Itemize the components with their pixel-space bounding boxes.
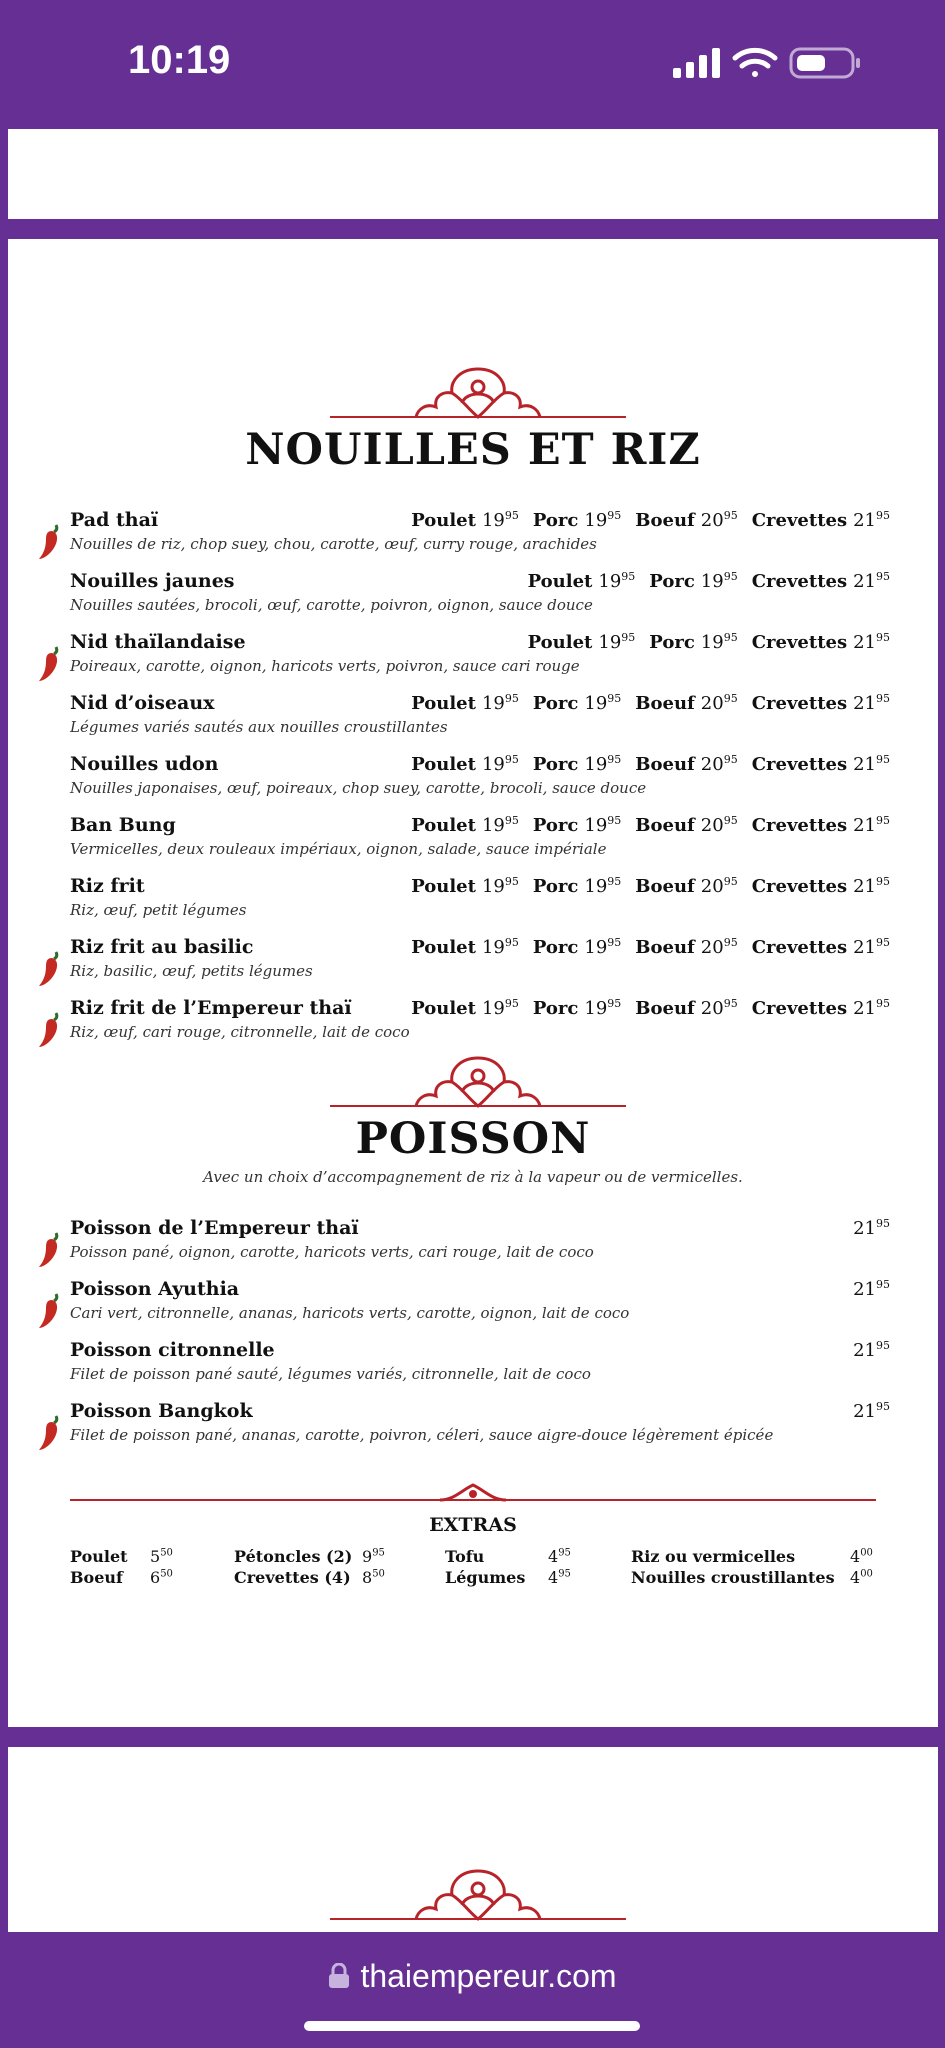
extra-item-name: Pétoncles (2) (234, 1547, 353, 1566)
menu-item (70, 753, 890, 811)
price-value: $19^{95}$ (584, 814, 622, 836)
menu-item-description: Nouilles de riz, chop suey, chou, carotte, œuf, curry rouge, arachides (70, 535, 597, 553)
menu-item-name: Poisson citronnelle (70, 1339, 275, 1361)
url-display[interactable] (0, 1958, 945, 1995)
menu-item-description: Riz, basilic, œuf, petits légumes (70, 962, 313, 980)
chili-pepper-icon (36, 1229, 64, 1269)
price-label: Boeuf (635, 937, 695, 958)
price-value: $21^{95}$ (853, 936, 890, 958)
price-value: $20^{95}$ (700, 814, 738, 836)
menu-item-description: Poireaux, carotte, oignon, haricots verts, poivron, sauce cari rouge (70, 657, 580, 675)
menu-item-description: Vermicelles, deux rouleaux impériaux, oignon, salade, sauce impériale (70, 840, 607, 858)
menu-item-description: Filet de poisson pané, ananas, carotte, poivron, céleri, sauce aigre-douce légèrement épicée (70, 1426, 774, 1444)
chili-pepper-icon (36, 1290, 64, 1330)
menu-page (8, 239, 938, 1727)
price-label: Porc (532, 998, 579, 1019)
price-label: Porc (532, 815, 579, 836)
menu-item (70, 509, 890, 567)
price-value: $21^{95}$ (853, 570, 890, 592)
lock-icon (328, 1963, 350, 1989)
price-value: $21^{95}$ (853, 814, 890, 836)
price-label: Porc (532, 754, 579, 775)
extra-item-price: $6^{50}$ (150, 1568, 173, 1587)
price-value: $20^{95}$ (700, 509, 738, 531)
menu-item-prices (847, 1278, 890, 1300)
price-label: Porc (532, 876, 579, 897)
price-value: $19^{95}$ (481, 753, 519, 775)
menu-item (70, 692, 890, 750)
price-value: $19^{95}$ (481, 875, 519, 897)
ornament-divider (330, 363, 626, 425)
price-value: $21^{95}$ (853, 997, 890, 1019)
price-label: Boeuf (635, 998, 695, 1019)
menu-item (70, 631, 890, 689)
chili-pepper-icon (36, 1412, 64, 1452)
extra-item-price: $9^{95}$ (362, 1547, 385, 1566)
menu-item-name: Ban Bung (70, 814, 176, 836)
menu-item-prices (397, 753, 890, 775)
price-label: Crevettes (751, 510, 848, 531)
menu-item (70, 1217, 890, 1275)
price-value: $19^{95}$ (481, 814, 519, 836)
price-value: $21^{95}$ (853, 692, 890, 714)
price-value: $19^{95}$ (481, 997, 519, 1019)
menu-item-prices (397, 814, 890, 836)
menu-item-name: Riz frit au basilic (70, 936, 254, 958)
extra-item-price: $4^{00}$ (850, 1547, 873, 1566)
menu-item-description: Nouilles japonaises, œuf, poireaux, chop suey, carotte, brocoli, sauce douce (70, 779, 647, 797)
menu-item-name: Poisson Ayuthia (70, 1278, 240, 1300)
extra-item-name: Tofu (445, 1547, 485, 1566)
price-label: Poulet (411, 876, 476, 897)
menu-item (70, 814, 890, 872)
extra-item-name: Poulet (70, 1547, 128, 1566)
price-label: Poulet (411, 937, 476, 958)
menu-item (70, 1400, 890, 1458)
price-label: Crevettes (751, 876, 848, 897)
menu-item-name: Nid d’oiseaux (70, 692, 215, 714)
price-value: $20^{95}$ (700, 753, 738, 775)
url-text: thaiempereur.com (360, 1958, 617, 1994)
price-value: $19^{95}$ (584, 936, 622, 958)
menu-item-name: Riz frit de l’Empereur thaï (70, 997, 352, 1019)
price-label: Poulet (527, 632, 593, 653)
extras-divider (70, 1482, 876, 1506)
extra-item-name: Nouilles croustillantes (631, 1568, 835, 1587)
status-time: 10:19 (128, 38, 231, 82)
wifi-icon (735, 50, 775, 77)
price-label: Boeuf (635, 754, 695, 775)
price-value: $21^{95}$ (853, 753, 890, 775)
extra-item-name: Riz ou vermicelles (631, 1547, 796, 1566)
extra-item-name: Crevettes (4) (234, 1568, 351, 1587)
menu-item-prices (847, 1217, 890, 1239)
chili-pepper-icon (36, 1009, 64, 1049)
price-label: Crevettes (751, 815, 848, 836)
price-value: $20^{95}$ (700, 936, 738, 958)
menu-item-prices (397, 936, 890, 958)
price-label: Crevettes (751, 571, 848, 592)
price-value: $20^{95}$ (700, 692, 738, 714)
extra-item-price: $5^{50}$ (150, 1547, 173, 1566)
price-label: Porc (649, 632, 695, 653)
price-value: $19^{95}$ (481, 936, 519, 958)
price-label: Crevettes (751, 754, 848, 775)
extra-item-price: $4^{95}$ (548, 1568, 571, 1587)
battery-icon (791, 49, 860, 77)
ornament-divider (330, 1865, 626, 1927)
menu-item-description: Filet de poisson pané sauté, légumes variés, citronnelle, lait de coco (70, 1365, 591, 1383)
menu-item-name: Pad thaï (70, 509, 159, 531)
menu-item-name: Poisson de l’Empereur thaï (70, 1217, 359, 1239)
menu-item-prices (397, 509, 890, 531)
menu-item-prices (514, 631, 890, 653)
menu-item-prices (514, 570, 890, 592)
menu-item-prices (847, 1339, 890, 1361)
price-value: $21^{95}$ (853, 631, 890, 653)
price-label: Boeuf (635, 876, 695, 897)
menu-item-description: Riz, œuf, petit légumes (70, 901, 247, 919)
price-value: $21^{95}$ (853, 1400, 890, 1422)
menu-item-name: Riz frit (70, 875, 145, 897)
menu-item-prices (397, 875, 890, 897)
price-label: Poulet (411, 998, 476, 1019)
price-label: Crevettes (751, 632, 848, 653)
home-indicator[interactable] (304, 2021, 640, 2031)
menu-item-prices (847, 1400, 890, 1422)
price-label: Boeuf (635, 510, 695, 531)
price-label: Porc (532, 693, 579, 714)
price-value: $19^{95}$ (481, 509, 519, 531)
price-value: $19^{95}$ (584, 509, 622, 531)
menu-item (70, 997, 890, 1055)
price-value: $19^{95}$ (584, 692, 622, 714)
menu-item-name: Nouilles udon (70, 753, 219, 775)
price-value: $19^{95}$ (584, 753, 622, 775)
menu-item-description: Nouilles sautées, brocoli, œuf, carotte, poivron, oignon, sauce douce (70, 596, 593, 614)
menu-item-name: Nid thaïlandaise (70, 631, 246, 653)
price-value: $19^{95}$ (584, 997, 622, 1019)
price-value: $19^{95}$ (700, 570, 738, 592)
price-value: $21^{95}$ (853, 1217, 890, 1239)
price-label: Boeuf (635, 693, 695, 714)
price-label: Poulet (411, 693, 476, 714)
menu-item-prices (397, 692, 890, 714)
price-label: Porc (532, 510, 579, 531)
ornament-divider (330, 1052, 626, 1114)
price-label: Poulet (411, 815, 476, 836)
price-value: $21^{95}$ (853, 1339, 890, 1361)
next-page (8, 1747, 938, 1932)
extras-title: EXTRAS (429, 1514, 517, 1536)
extra-item-price: $8^{50}$ (362, 1568, 385, 1587)
browser-address-bar[interactable] (0, 1932, 945, 2048)
price-value: $19^{95}$ (584, 875, 622, 897)
status-bar (0, 0, 945, 128)
menu-item (70, 875, 890, 933)
price-label: Crevettes (751, 998, 848, 1019)
section-title-noodles: NOUILLES ET RIZ (245, 425, 701, 475)
price-label: Poulet (411, 754, 476, 775)
price-value: $20^{95}$ (700, 997, 738, 1019)
chili-pepper-icon (36, 643, 64, 683)
price-label: Porc (649, 571, 695, 592)
menu-item (70, 1278, 890, 1336)
price-label: Crevettes (751, 937, 848, 958)
extra-item-price: $4^{00}$ (850, 1568, 873, 1587)
price-value: $19^{95}$ (700, 631, 738, 653)
price-label: Boeuf (635, 815, 695, 836)
status-icons (673, 46, 863, 84)
menu-item (70, 1339, 890, 1397)
section-title-fish: POISSON (355, 1114, 591, 1164)
price-label: Porc (532, 937, 579, 958)
menu-item-name: Nouilles jaunes (70, 570, 235, 592)
price-value: $21^{95}$ (853, 875, 890, 897)
menu-item-prices (397, 997, 890, 1019)
price-label: Poulet (411, 510, 476, 531)
price-label: Crevettes (751, 693, 848, 714)
extra-item-price: $4^{95}$ (548, 1547, 571, 1566)
menu-item-description: Poisson pané, oignon, carotte, haricots verts, cari rouge, lait de coco (70, 1243, 594, 1261)
extra-item-name: Boeuf (70, 1568, 123, 1587)
cellular-signal-icon (673, 48, 720, 78)
menu-item-name: Poisson Bangkok (70, 1400, 253, 1422)
menu-item-description: Cari vert, citronnelle, ananas, haricots verts, carotte, oignon, lait de coco (70, 1304, 630, 1322)
price-value: $19^{95}$ (481, 692, 519, 714)
price-value: $19^{95}$ (598, 570, 636, 592)
price-value: $21^{95}$ (853, 509, 890, 531)
menu-item (70, 570, 890, 628)
section-subtitle-fish: Avec un choix d’accompagnement de riz à la vapeur ou de vermicelles. (203, 1168, 743, 1186)
chili-pepper-icon (36, 948, 64, 988)
menu-item (70, 936, 890, 994)
price-label: Poulet (527, 571, 593, 592)
chili-pepper-icon (36, 521, 64, 561)
price-value: $19^{95}$ (598, 631, 636, 653)
price-value: $20^{95}$ (700, 875, 738, 897)
previous-page (8, 129, 938, 219)
price-value: $21^{95}$ (853, 1278, 890, 1300)
menu-item-description: Riz, œuf, cari rouge, citronnelle, lait de coco (70, 1023, 410, 1041)
menu-item-description: Légumes variés sautés aux nouilles croustillantes (70, 718, 448, 736)
extra-item-name: Légumes (445, 1568, 526, 1587)
